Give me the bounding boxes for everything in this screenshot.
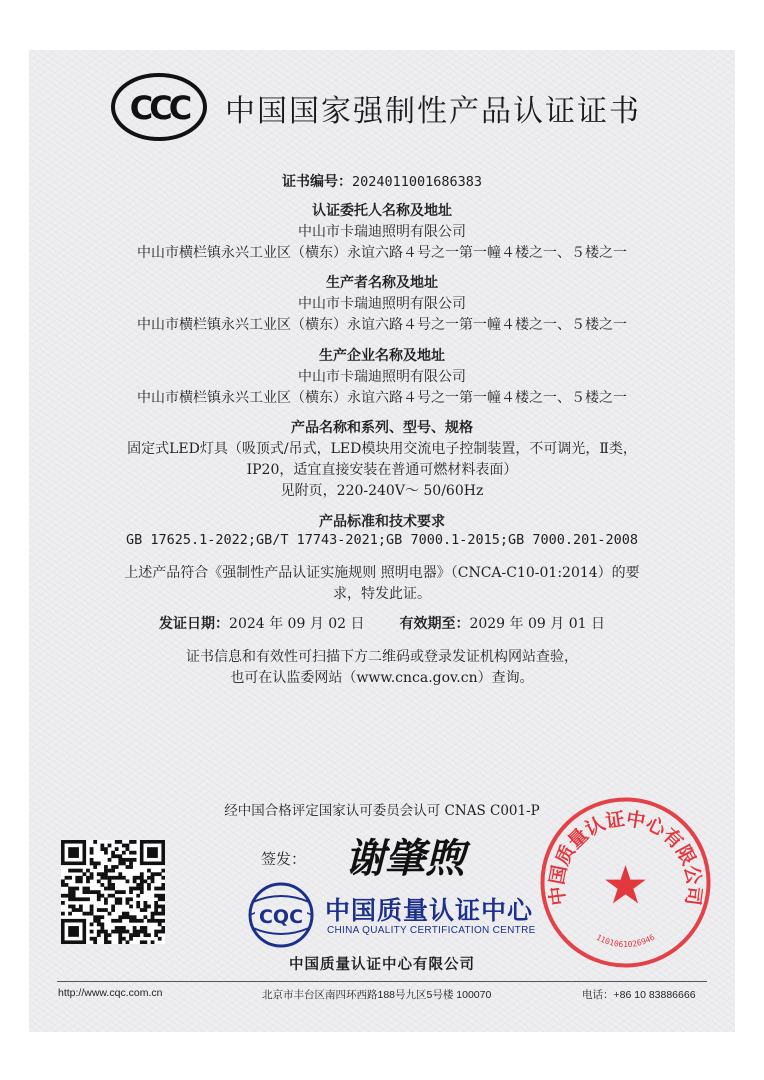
- accreditation-statement: 经中国合格评定国家认可委员会认可 CNAS C001-P: [224, 803, 540, 819]
- footer-divider: [57, 981, 707, 982]
- standards-heading: 产品标准和技术要求: [319, 514, 445, 530]
- valid-until-date: 2029 年 09 月 01 日: [469, 616, 605, 632]
- svg-text:1101061026946: [595, 933, 657, 949]
- qr-code[interactable]: [61, 840, 165, 944]
- conformity-line2: 求，特发此证。: [333, 586, 431, 602]
- cert-number: 2024011001686383: [351, 174, 483, 190]
- product-heading: 产品名称和系列、型号、规格: [291, 420, 473, 436]
- seal-number: 1101061026946: [594, 932, 657, 950]
- applicant-name: 中山市卡瑞迪照明有限公司: [298, 224, 466, 240]
- standards-list: GB 17625.1-2022;GB/T 17743-2021;GB 7000.1-2015;GB 7000.201-2008: [125, 532, 639, 548]
- footer-address: 北京市丰台区南四环西路188号九区5号楼 100070: [262, 989, 492, 1001]
- manufacturer-heading: 生产者名称及地址: [326, 275, 438, 291]
- product-description-line1: 固定式LED灯具（吸顶式/吊式，LED模块用交流电子控制装置，不可调光，Ⅱ类，: [127, 441, 637, 457]
- conformity-line1: 上述产品符合《强制性产品认证实施规则 照明电器》（CNCA-C10-01:2014）的要: [124, 565, 640, 581]
- seal-text: 中国质量认证中心有限公司: [545, 808, 706, 907]
- issue-date-label: 发证日期：: [159, 616, 230, 632]
- manufacturer-name: 中山市卡瑞迪照明有限公司: [298, 296, 466, 312]
- signature-label: 签发：: [261, 850, 307, 868]
- footer-website[interactable]: http://www.cqc.com.cn: [58, 987, 163, 999]
- applicant-address: 中山市横栏镇永兴工业区（横东）永谊六路４号之一第一幢４楼之一、５楼之一: [137, 245, 627, 261]
- factory-heading: 生产企业名称及地址: [319, 348, 445, 364]
- applicant-heading: 认证委托人名称及地址: [312, 203, 452, 219]
- factory-name: 中山市卡瑞迪照明有限公司: [298, 369, 466, 385]
- valid-until-label: 有效期至：: [399, 616, 470, 632]
- issue-date: 2024 年 09 月 02 日: [229, 616, 365, 632]
- signature-name: 谢肇煦: [345, 835, 465, 882]
- footer-phone: 电话：+86 10 83886666: [582, 989, 696, 1001]
- query-info-line2: 也可在认监委网站（www.cnca.gov.cn）查询。: [230, 670, 534, 686]
- ccc-logo-icon: [111, 73, 207, 141]
- cert-number-label: 证书编号：: [281, 174, 352, 190]
- product-description-line2: IP20，适宜直接安装在普通可燃材料表面）: [246, 462, 518, 478]
- official-seal-stamp: [538, 795, 713, 970]
- cert-number-line: [29, 171, 735, 191]
- manufacturer-address: 中山市横栏镇永兴工业区（横东）永谊六路４号之一第一幢４楼之一、５楼之一: [137, 317, 627, 333]
- cqc-logo-text: CQC: [258, 906, 304, 928]
- dates-line: [29, 613, 735, 633]
- issuer-full-name: 中国质量认证中心有限公司: [289, 957, 475, 973]
- ccc-logo-text: CCC: [129, 89, 189, 127]
- page-title: 中国国家强制性产品认证证书: [225, 94, 641, 129]
- issuer-name-en: CHINA QUALITY CERTIFICATION CENTRE: [327, 925, 536, 936]
- query-info-line1: 证书信息和有效性可扫描下方二维码或登录发证机构网站查验，: [186, 649, 578, 665]
- factory-address: 中山市横栏镇永兴工业区（横东）永谊六路４号之一第一幢４楼之一、５楼之一: [137, 390, 627, 406]
- issuer-name-cn: 中国质量认证中心: [325, 896, 534, 925]
- product-specification: 见附页，220-240V～ 50/60Hz: [280, 483, 484, 499]
